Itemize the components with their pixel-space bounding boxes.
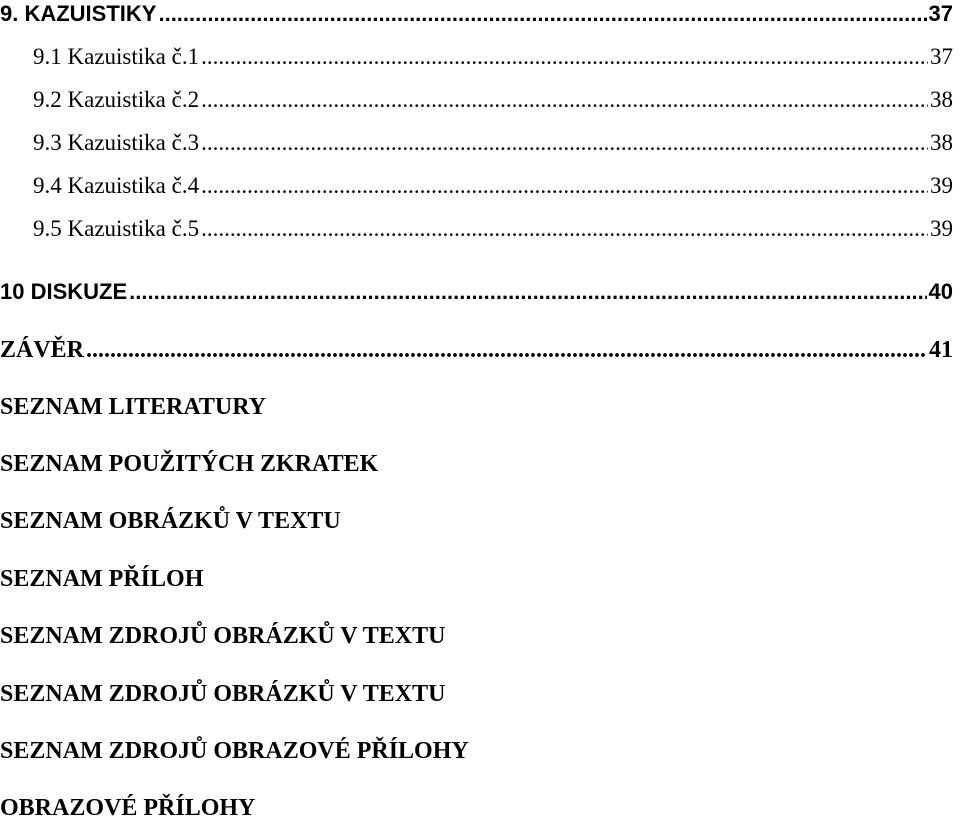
toc-entry-seznam-obrazku[interactable] [0, 507, 953, 535]
toc-entry-seznam-priloh[interactable] [0, 565, 953, 593]
toc-entry-title: 10 DISKUZE [0, 279, 128, 304]
toc-dot-leader [201, 86, 928, 114]
toc-entry-title: 9. KAZUISTIKY [0, 1, 157, 26]
toc-dot-leader [86, 336, 927, 364]
toc-entry-diskuze[interactable] [0, 278, 953, 306]
toc-entry-title: 9.4 Kazuistika č.4 [33, 173, 200, 198]
toc-entry-seznam-zkratek[interactable] [0, 450, 953, 478]
toc-entry-page: 38 [930, 130, 953, 155]
toc-entry-title: SEZNAM PŘÍLOH [0, 566, 204, 592]
toc-entry-title: SEZNAM ZDROJŮ OBRAZOVÉ PŘÍLOHY [0, 738, 469, 764]
toc-entry-kazuistika-3[interactable] [33, 129, 953, 157]
toc-entry-seznam-zdroju-obrazku-1[interactable] [0, 622, 953, 650]
toc-entry-title: 9.2 Kazuistika č.2 [33, 87, 200, 112]
toc-entry-kazuistiky[interactable] [0, 0, 953, 28]
toc-dot-leader [129, 278, 926, 306]
toc-entry-page: 39 [930, 216, 953, 241]
toc-entry-title: ZÁVĚR [0, 337, 85, 363]
toc-entry-title: SEZNAM ZDROJŮ OBRÁZKŮ V TEXTU [0, 681, 446, 707]
toc-entry-page: 39 [930, 173, 953, 198]
toc-entry-page: 37 [928, 1, 953, 26]
toc-entry-title: 9.1 Kazuistika č.1 [33, 44, 200, 69]
toc-entry-seznam-literatury[interactable] [0, 393, 953, 421]
toc-entry-title: 9.3 Kazuistika č.3 [33, 130, 200, 155]
toc-entry-obrazove-prilohy[interactable] [0, 794, 953, 822]
toc-entry-title: 9.5 Kazuistika č.5 [33, 216, 200, 241]
toc-entry-seznam-zdroju-prilohy[interactable] [0, 737, 953, 765]
toc-entry-title: SEZNAM OBRÁZKŮ V TEXTU [0, 508, 341, 534]
toc-entry-page: 40 [928, 279, 953, 304]
toc-dot-leader [201, 43, 928, 71]
toc-entry-title: OBRAZOVÉ PŘÍLOHY [0, 795, 256, 821]
toc-entry-page: 38 [930, 87, 953, 112]
toc-entry-page: 37 [930, 44, 953, 69]
toc-dot-leader [158, 0, 926, 28]
toc-entry-kazuistika-1[interactable] [33, 43, 953, 71]
toc-entry-title: SEZNAM POUŽITÝCH ZKRATEK [0, 451, 379, 477]
toc-entry-page: 41 [929, 337, 953, 363]
toc-entry-title: SEZNAM LITERATURY [0, 394, 267, 420]
toc-dot-leader [201, 129, 928, 157]
toc-entry-kazuistika-2[interactable] [33, 86, 953, 114]
toc-dot-leader [201, 172, 928, 200]
toc-entry-title: SEZNAM ZDROJŮ OBRÁZKŮ V TEXTU [0, 623, 446, 649]
toc-entry-seznam-zdroju-obrazku-2[interactable] [0, 680, 953, 708]
toc-entry-zaver[interactable] [0, 336, 953, 364]
toc-dot-leader [201, 215, 928, 243]
toc-entry-kazuistika-4[interactable] [33, 172, 953, 200]
toc-entry-kazuistika-5[interactable] [33, 215, 953, 243]
